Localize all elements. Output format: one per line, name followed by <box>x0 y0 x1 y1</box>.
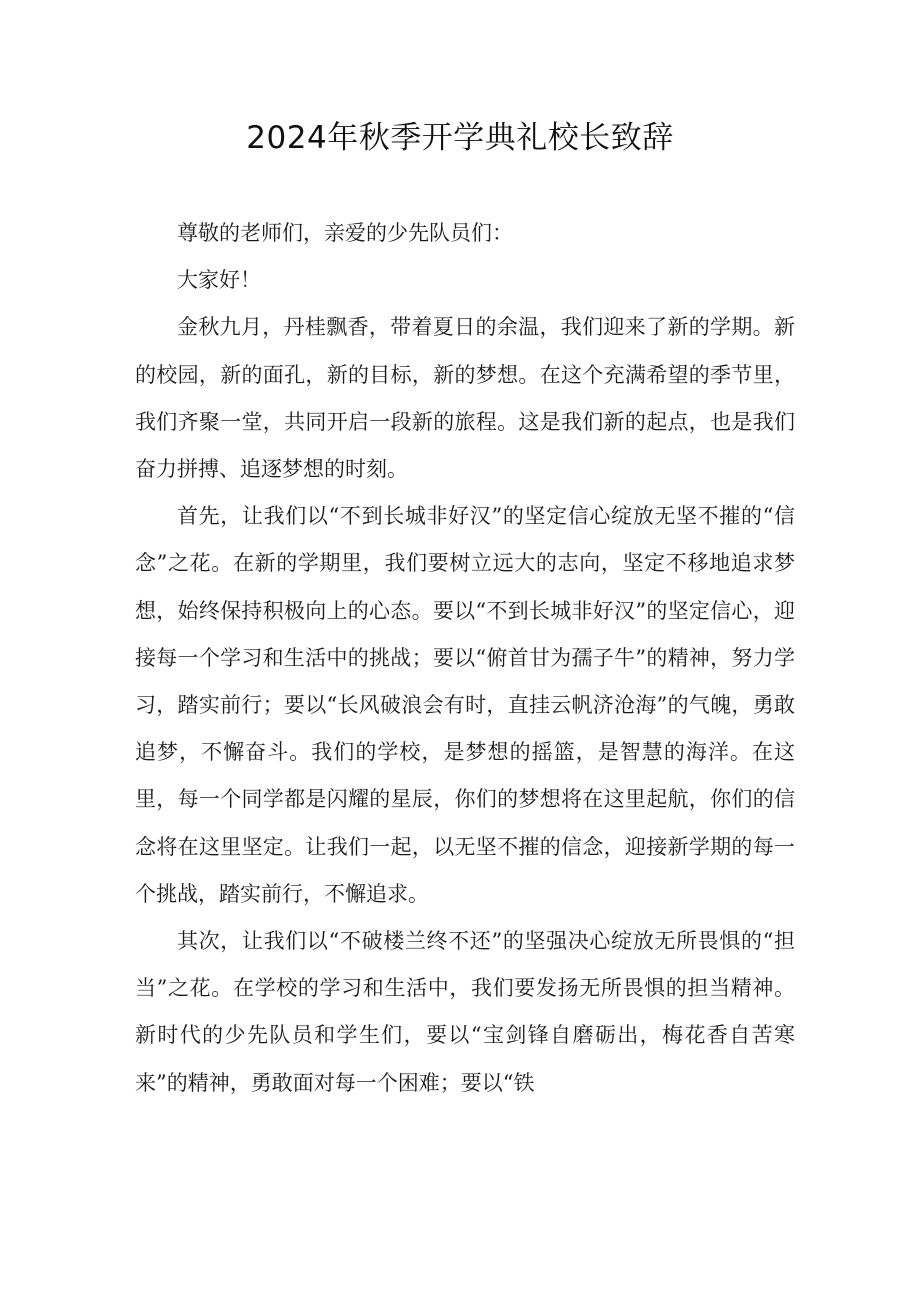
salutation: 尊敬的老师们，亲爱的少先队员们： <box>177 221 513 245</box>
paragraph-responsibility: 其次，让我们以“不破楼兰终不还”的坚强决心绽放无所畏惧的“担当”之花。在学校的学习和生活中，我们要发扬无所畏惧的担当精神。新时代的少先队员和学生们，要以“宝剑锋自磨砺出，梅花香自苦寒来”的精神，勇敢面对每一个困难；要以“铁 <box>135 929 795 1095</box>
paragraph-faith: 首先，让我们以“不到长城非好汉”的坚定信心绽放无坚不摧的“信念”之花。在新的学期里，我们要树立远大的志向，坚定不移地追求梦想，始终保持积极向上的心态。要以“不到长城非好汉”的坚定信心，迎接每一个学习和生活中的挑战；要以“俯首甘为孺子牛”的精神，努力学习，踏实前行；要以“长风破浪会有时，直挂云帆济沧海”的气魄，勇敢追梦，不懈奋斗。我们的学校，是梦想的摇篮，是智慧的海洋。在这里，每一个同学都是闪耀的星辰，你们的梦想将在这里起航，你们的信念将在这里坚定。让我们一起，以无坚不摧的信念，迎接新学期的每一个挑战，踏实前行，不懈追求。 <box>135 504 795 906</box>
greeting: 大家好！ <box>177 268 261 293</box>
document-title: 2024年秋季开学典礼校长致辞 <box>246 120 674 156</box>
paragraph-opening: 金秋九月，丹桂飘香，带着夏日的余温，我们迎来了新的学期。新的校园，新的面孔，新的目标，新的梦想。在这个充满希望的季节里，我们齐聚一堂，共同开启一段新的旅程。这是我们新的起点，也是我们奋力拼搏、追逐梦想的时刻。 <box>135 315 795 482</box>
document-body <box>135 210 795 1107</box>
